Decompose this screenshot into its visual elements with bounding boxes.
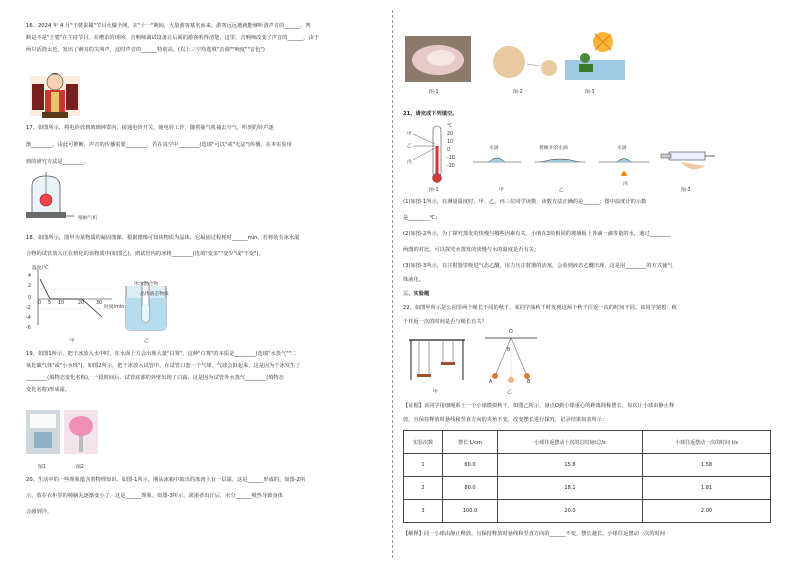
table-cell: 20.0 [498,500,643,523]
graph-xtick: 20 [78,301,85,306]
right-column [403,0,775,562]
q21-cap-yi: 乙 [559,188,564,193]
q21-text-5: (3)如图-3所示，在注射器里吸进气态乙醚，用力压注射器的活塞，会看到液态乙醚出现，这是用________的方式使气 [403,263,673,269]
table-header-cell: 实验次数 [404,431,443,454]
table-cell: 3 [404,500,443,523]
fig-caption-3: 图-3 [585,90,595,95]
therm-scale: -20 [447,164,455,169]
experiment-table [403,430,771,523]
q19-line-1: 19、如图1所示，把干冰放入水中时，在水面上方会出现大量"白雾"，这种"白雾"的本质是________(选填"水蒸气""二 [26,351,297,357]
frozen-meat-photo [405,36,471,82]
syringe-diagram [661,140,717,174]
q18-line-2: 合物的试管放入正在熔化的该物质中(如图乙)，则试管内的冰将________(选填"变多""变少"或"不变")。 [26,251,264,257]
table-header-cell: 小球往返摆动一次的时间 t/s [643,431,771,454]
q20-line-2: 示，放在衣柜里的樟脑丸逐渐变小了，这是______现象。如图-3所示，滚滚者出汗后，水分______吸热导致身体 [26,493,283,499]
drop-label-3: 水滴 [617,146,627,151]
q19-line-4: 变化名称)形成霜。 [26,387,70,393]
q18-line-1: 18、如图所示，图甲为某物质的凝固图像。根据图像可知该物质为晶体，它凝固过程耗时______min。若将装有冰水混 [26,235,300,241]
table-header-cell: 小球往返摆动十次的总时间t总/s [498,431,643,454]
q21-cap-fig1: 图-1 [429,188,439,193]
table-header-row [404,431,771,454]
graph-ytick: -6 [26,326,31,331]
graph-xtick: 10 [58,301,65,306]
pendulum-label-b: B [527,380,531,385]
q21-text-2: 是________℃； [403,215,441,221]
q21-text-6: 体液化。 [403,277,424,283]
beaker-label-ice-water: 冰水混合物 [134,282,158,287]
q22-line-1: 22、如图甲所示是公园里两个绳长不同的秋千，某同学荡秋千时发现这两个秋千往返一次的时间不同。该同学猜想：秋 [403,305,677,311]
photo-caption-2: 图2 [76,465,84,470]
swing-caption-jia: 甲 [433,390,438,395]
q20-line-3: 会感到冷。 [26,509,53,515]
table-cell: 2.00 [643,500,771,523]
graph-ytick: 0 [28,296,32,301]
graph-xtick: 0 [38,301,42,306]
q21-title: 21、请完成下列填空。 [403,111,458,117]
q21-cap-jia: 甲 [499,188,504,193]
proof-line-2: 放，且保持释放时悬线和竖直方向的夹角不变，改变摆长进行探究，记录结果如表所示： [403,417,608,423]
q21-text-4: 两图的对比，可以探究水蒸发的快慢与水的温度是否有关； [403,247,540,253]
q21-cap-bing: 丙 [623,182,628,187]
wangpo-cartoon-image [30,68,80,120]
graph-ytick: -4 [26,316,31,321]
solidification-graph [28,265,118,331]
pendulum-label-theta: θ [507,348,510,353]
swing-caption-yi: 乙 [507,390,512,395]
q17-line-1: 17、如图所示，将电铃放到玻璃钟罩内，接通电铃开关，使电铃工作，随着抽气机抽去空气，听到的铃声逐 [26,125,274,131]
table-cell: 1.58 [643,454,771,477]
graph-ytick: -2 [26,306,31,311]
graph-xtick: 5 [48,301,52,306]
table-cell: 2 [404,477,443,500]
graph-caption-yi: 乙 [144,339,149,344]
table-cell: 15.8 [498,454,643,477]
dry-ice-photos [26,410,98,462]
thermometer-diagram [411,124,461,186]
q21-cap-fig3: 图-3 [681,188,691,193]
q16-line-1: 16、2024 年 4 月"王婆说媒"节目火爆全网。在"十一"期间，大量游客慕名而来，游客远远地就能够听清声音的______，判 [26,23,311,29]
table-header-cell: 摆长 L/cm [443,431,498,454]
pendulum-label-a: A [489,380,493,385]
graph-ytick: 4 [28,274,32,279]
table-cell: 100.0 [443,500,498,523]
vacuum-pump-label: 接抽气机 [78,216,98,221]
table-cell: 1 [404,454,443,477]
q19-line-2: 氧化碳气体"或"小水珠")。如图2所示，把干冰放入试管中，在试管口套一个气球，气球会鼓起来，这是因为干冰发生了 [26,363,301,369]
graph-xtick: 30 [96,301,103,306]
drop-label-2: 被摊开的水滴 [539,146,568,151]
therm-label-bing: 丙 [407,160,412,165]
pendulum-label-o: O [509,330,513,335]
table-row [404,500,771,523]
therm-scale: -10 [447,156,455,161]
graph-ytick: 2 [28,284,32,289]
q21-text-3: (2)如图-2所示，为了探究蒸发的快慢与哪些因素有关，小明在3块相同的玻璃板上各滴一滴等量的水，通过________ [403,231,671,237]
q17-line-2: 渐________，由此可推断，声音的传播需要________，若在真空中________(选填"可以"或"无法")传播，在本实验用 [26,142,292,148]
therm-scale: 10 [447,140,454,145]
therm-scale: ℃ [447,124,453,129]
therm-scale: 20 [447,132,454,137]
mothball-diagram [491,44,561,84]
q17-line-3: 到的研究方法是________。 [26,159,90,165]
table-row [404,454,771,477]
table-cell: 80.0 [443,477,498,500]
q21-text-1: (1)如图-1所示，在测量温度时，甲、乙、丙三位同学读数，读数方法正确的是______；图中温度计的示数 [403,199,647,205]
table-row [404,477,771,500]
q20-line-1: 20、生活中的一些现象蕴含着物理知识。如图-1所示，刚从冰箱中取出的冻肉上有一层霜，这是______形成的。如图-2所 [26,477,306,483]
fig-caption-1: 图-1 [429,90,439,95]
pendulum-diagram [481,334,541,386]
beaker-label-liquid: 晶体液态物质 [140,292,169,297]
q16-line-3: 两只话筒太近，发出了刺耳的尖叫声，这时声音的______特别高。(以上三空均选填"音调""响度""音色") [26,47,265,53]
runner-sweating-image [565,30,625,84]
proof-line-1: 【证据】该同学用细绳系上一个小球模拟秋千，如图乙所示，悬点O到小球重心的距离简称摆长，每次让小球由静止释 [403,403,675,409]
explain-line: 【解释】同一小球由静止释放，且保持释放时悬线和竖直方向的______不变，摆长越长，小球往返摆动一次的时间 [403,531,666,537]
q16-line-2: 断是不是"王婆"在主持节目。在嘈杂的现场，音响师调试设备让后面的游客听得清楚，这里，音响师改变了声音的______。由于 [26,35,320,41]
drop-label-1: 水滴 [489,146,499,151]
graph-xlabel: 时间/min [104,305,125,310]
column-divider [392,10,393,558]
table-cell: 1.81 [643,477,771,500]
fig-caption-2: 图-2 [513,90,523,95]
swing-diagram [407,336,467,386]
table-cell: 60.0 [443,454,498,477]
q22-line-2: 千往返一次的时间是否与绳长有关？ [403,319,487,325]
graph-ylabel: 温度/℃ [32,266,49,271]
photo-caption-1: 图1 [38,465,46,470]
therm-scale: 0 [447,148,451,153]
therm-label-jia: 甲 [407,132,412,137]
therm-label-yi: 乙 [407,144,412,149]
graph-caption-jia: 甲 [70,339,75,344]
section-3-title: 三、实验题 [403,291,430,297]
left-column [26,0,378,562]
table-cell: 18.1 [498,477,643,500]
q19-line-3: ________(填物态变化名称)，一段时间后，试管底部的外壁出现了白霜，这是因为试管外水蒸气________(填物态 [26,375,285,381]
